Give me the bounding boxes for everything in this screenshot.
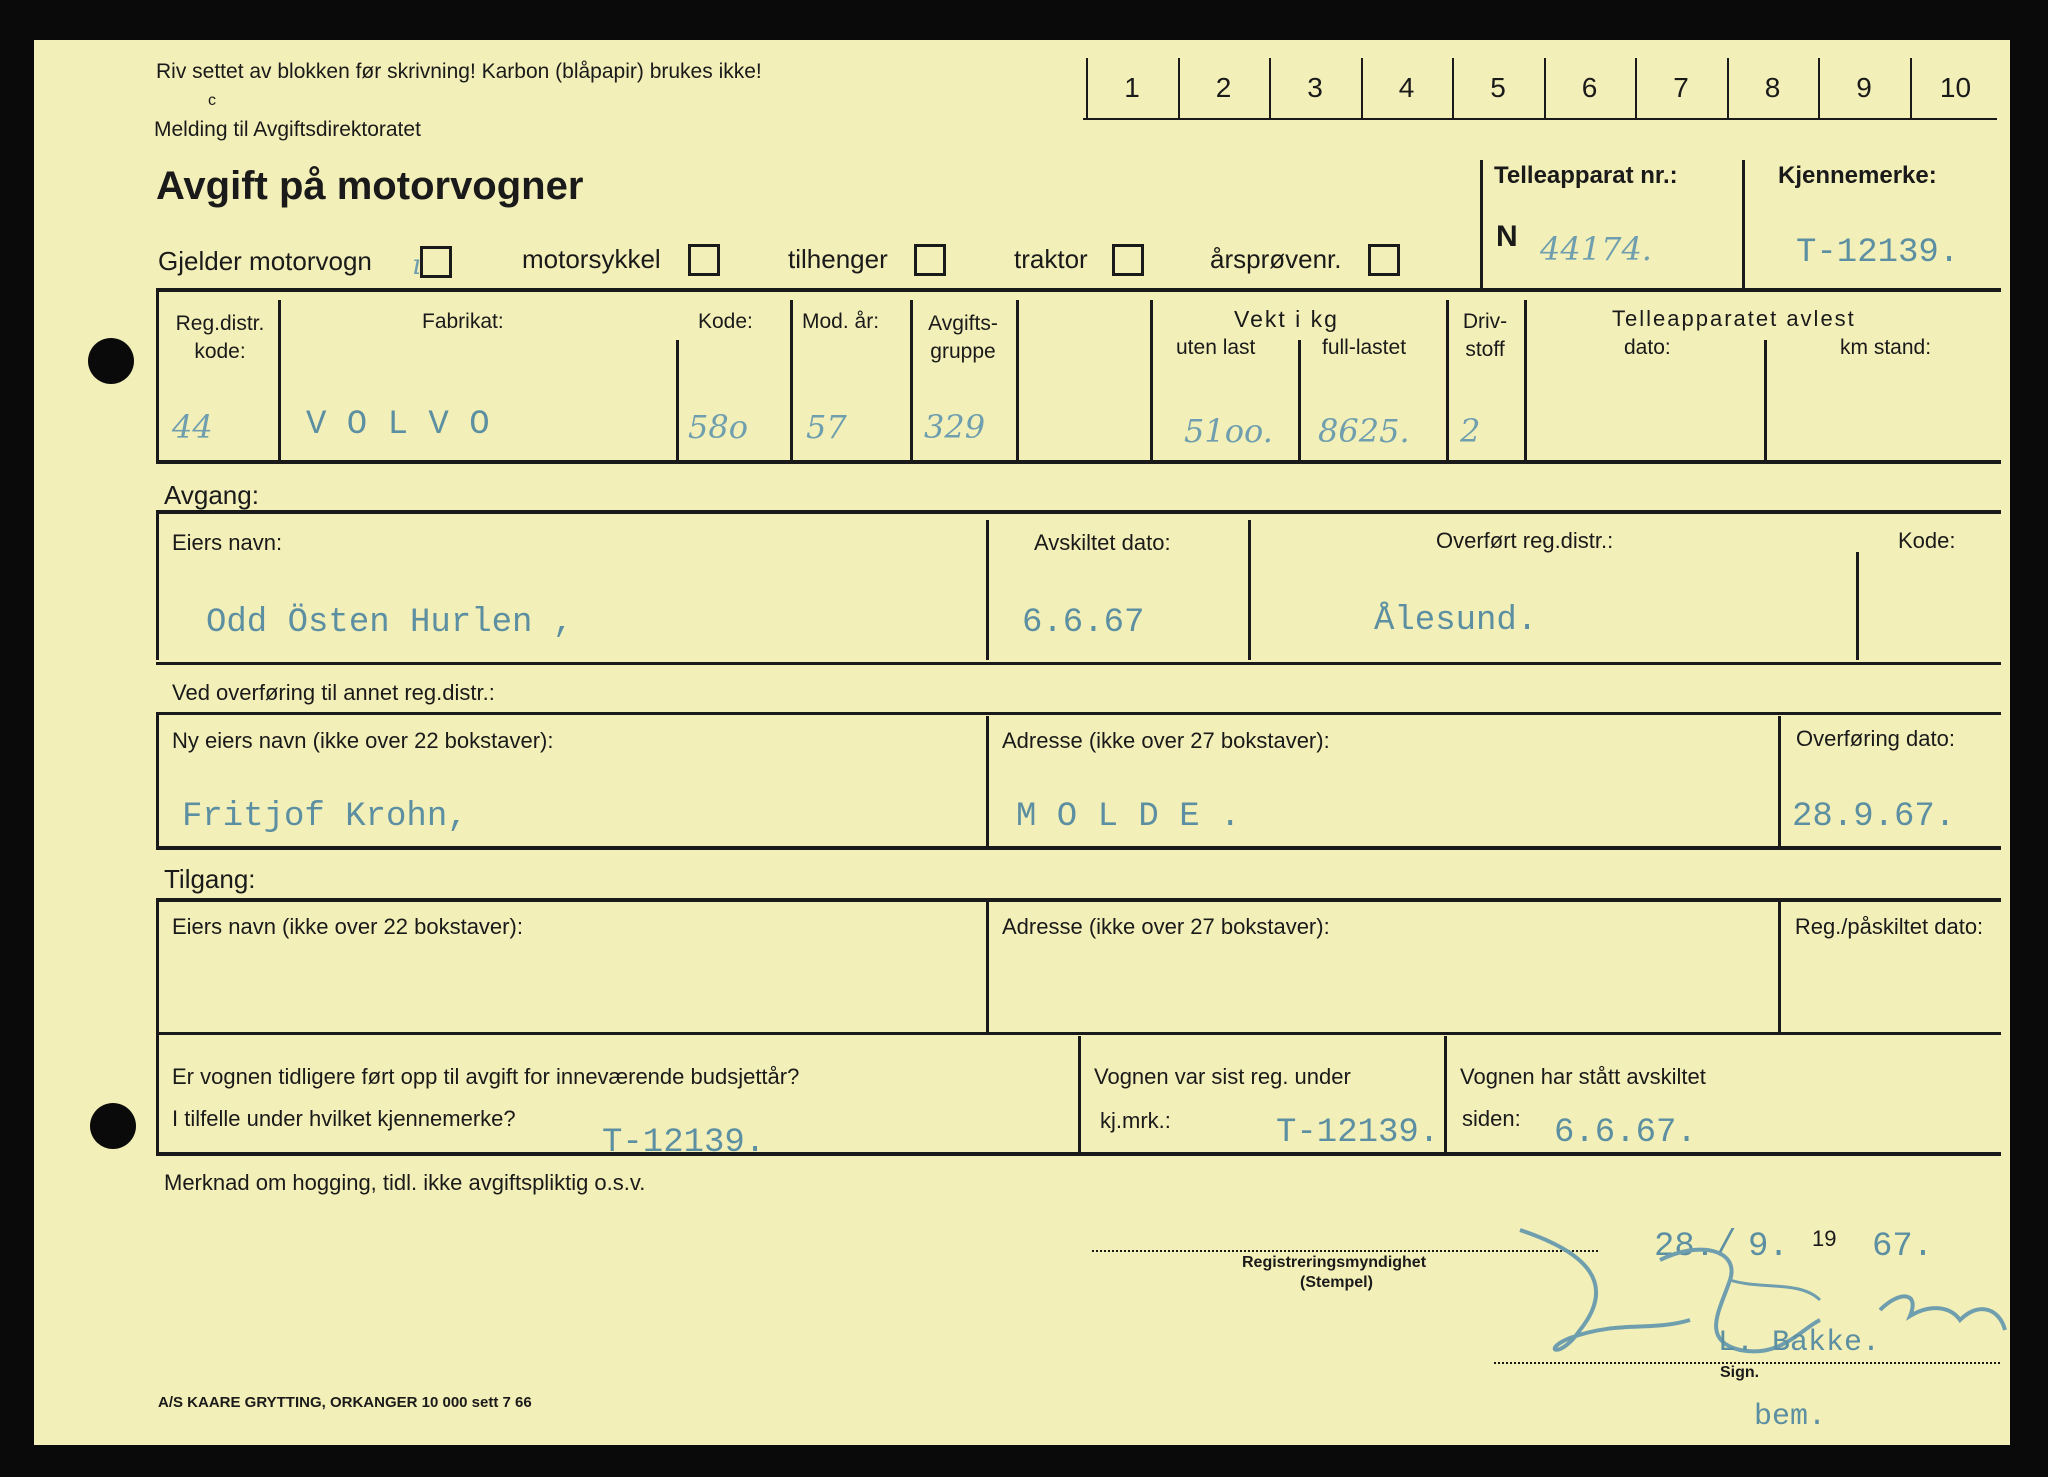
group-value: 329 — [924, 408, 986, 446]
meter-value: 44174. — [1540, 230, 1652, 268]
col-sep-weight — [1298, 340, 1301, 460]
col-sep-model — [910, 300, 913, 460]
tilgang-bottom — [156, 1032, 2001, 1035]
col-sep-make — [676, 340, 679, 460]
meter-prefix: N — [1496, 220, 1518, 253]
date-year: 67. — [1872, 1228, 1934, 1266]
checkbox-traktor[interactable] — [1112, 244, 1144, 276]
meter-box-left — [1480, 160, 1483, 288]
meter-read-label: Telleapparatet avlest — [1612, 306, 1856, 331]
checkbox-motorsykkel[interactable] — [688, 244, 720, 276]
transfer-date-label: Overføring dato: — [1796, 726, 1955, 751]
date-day: 28. — [1654, 1228, 1716, 1266]
transfer-bottom — [156, 846, 2001, 850]
plate-label: Kjennemerke: — [1778, 162, 1937, 189]
fuel-value: 2 — [1460, 412, 1481, 450]
transfer-left — [156, 712, 159, 848]
col-sep-regdistr — [278, 300, 281, 460]
meter-read-km-label: km stand: — [1840, 336, 1932, 359]
date-century: 19 — [1812, 1226, 1837, 1251]
checkbox-arsprovenr[interactable] — [1368, 244, 1400, 276]
make-value: V O L V O — [306, 406, 490, 444]
parked-label-2: siden: — [1462, 1106, 1521, 1131]
transfer-date-value: 28.9.67. — [1792, 798, 1956, 836]
number-strip-line — [1083, 118, 1997, 120]
copy-number-7: 7 — [1673, 72, 1689, 103]
group-label: Avgifts- gruppe — [928, 312, 998, 363]
weight-label: Vekt i kg — [1234, 306, 1339, 332]
tilgang-address-label: Adresse (ikke over 27 bokstaver): — [1002, 914, 1330, 939]
punch-hole-bottom — [90, 1103, 136, 1149]
transfer-sep-address — [1778, 716, 1781, 848]
new-address-value: M O L D E . — [1016, 798, 1241, 836]
col-sep-code — [790, 300, 793, 460]
avgang-dereg-label: Avskiltet dato: — [1034, 530, 1171, 555]
avgang-owner-label: Eiers navn: — [172, 530, 283, 555]
form-title: Avgift på motorvogner — [156, 164, 584, 208]
empty-weight-label: uten last — [1176, 336, 1256, 359]
checkbox-motorvogn[interactable] — [420, 246, 452, 278]
vehicle-table-bottom — [156, 460, 2001, 464]
prior-question-1: Er vognen tidligere ført opp til avgift for inneværende budsjettår? — [172, 1064, 800, 1089]
col-sep-blank — [1150, 300, 1153, 460]
col-sep-group — [1016, 300, 1019, 460]
col-sep-meter-read — [1764, 340, 1767, 460]
date-separator: / — [1716, 1226, 1737, 1264]
note-value: bem. — [1754, 1400, 1827, 1434]
empty-weight-value: 51oo. — [1184, 412, 1273, 450]
new-owner-label: Ny eiers navn (ikke over 22 bokstaver): — [172, 728, 554, 753]
meter-box-divider — [1742, 160, 1745, 288]
avgang-sep-dereg — [1248, 520, 1251, 660]
checkbox-tilhenger[interactable] — [914, 244, 946, 276]
tilgang-owner-label: Eiers navn (ikke over 22 bokstaver): — [172, 914, 523, 939]
printer-imprint: A/S KAARE GRYTTING, ORKANGER 10 000 sett 7 66 — [158, 1394, 532, 1411]
vehicle-table-top — [156, 288, 2001, 292]
punch-hole-top — [88, 338, 134, 384]
avgang-code-label: Kode: — [1898, 528, 1956, 553]
avgang-transfer-value: Ålesund. — [1374, 602, 1538, 640]
regdistr-label: Reg.distr. kode: — [175, 312, 265, 363]
code-value: 58o — [688, 408, 748, 446]
plate-value: T-12139. — [1796, 234, 1960, 272]
applies-option-motorsykkel: motorsykkel — [522, 244, 661, 274]
last-reg-value: T-12139. — [1276, 1114, 1440, 1152]
col-sep-fuel — [1524, 300, 1527, 460]
avgang-section-label: Avgang: — [164, 480, 259, 510]
copy-number-8: 8 — [1764, 72, 1781, 103]
avgang-sep-transfer — [1856, 552, 1859, 660]
full-weight-value: 8625. — [1318, 412, 1410, 450]
applies-label: Gjelder motorvogn — [158, 246, 372, 276]
tilgang-sep-address — [1778, 902, 1781, 1032]
copy-number-3: 3 — [1307, 72, 1323, 103]
tilgang-sep-owner — [986, 902, 989, 1032]
instruction-text: Riv settet av blokken før skrivning! Karbon (blåpapir) brukes ikke! — [156, 60, 762, 83]
last-reg-label-2: kj.mrk.: — [1100, 1108, 1171, 1133]
prior-sep-lastreg — [1444, 1036, 1447, 1154]
prior-question-2: I tilfelle under hvilket kjennemerke? — [172, 1106, 516, 1131]
col-sep-full — [1446, 300, 1449, 460]
vehicle-table-left — [156, 288, 159, 464]
regdistr-value: 44 — [172, 408, 213, 446]
applies-option-tilhenger: tilhenger — [788, 244, 888, 274]
small-mark: c — [208, 92, 216, 109]
tilgang-section-label: Tilgang: — [164, 864, 256, 894]
authority-label: Registreringsmyndighet — [1242, 1254, 1427, 1271]
model-value: 57 — [806, 408, 847, 446]
avgang-transfer-label: Overført reg.distr.: — [1436, 528, 1614, 553]
tilgang-left — [156, 898, 159, 1156]
last-reg-label-1: Vognen var sist reg. under — [1094, 1064, 1351, 1089]
avgang-dereg-value: 6.6.67 — [1022, 604, 1145, 642]
meter-read-date-label: dato: — [1624, 336, 1671, 359]
copy-number-1: 1 — [1124, 72, 1140, 103]
remark-label: Merknad om hogging, tidl. ikke avgiftspliktig o.s.v. — [164, 1170, 646, 1195]
parked-value: 6.6.67. — [1554, 1114, 1697, 1152]
sign-label: Sign. — [1720, 1364, 1760, 1381]
tilgang-reg-label: Reg./påskiltet dato: — [1794, 914, 1984, 939]
copy-number-4: 4 — [1398, 72, 1415, 103]
fuel-label: Driv- stoff — [1462, 310, 1508, 361]
prior-bottom — [156, 1152, 2001, 1156]
prior-answer: T-12139. — [602, 1124, 766, 1162]
date-month: 9. — [1748, 1228, 1789, 1266]
copy-number-10: 10 — [1939, 72, 1972, 103]
stamp-label: (Stempel) — [1300, 1274, 1373, 1291]
avgang-sep-owner — [986, 520, 989, 660]
avgang-top — [156, 510, 2001, 514]
checkbox-mark: ı — [412, 248, 421, 281]
applies-option-traktor: traktor — [1014, 244, 1088, 274]
code-label: Kode: — [698, 310, 753, 333]
model-label: Mod. år: — [802, 310, 880, 333]
full-weight-label: full-lastet — [1322, 336, 1407, 359]
applies-option-arsprovenr: årsprøvenr. — [1210, 244, 1342, 274]
transfer-section-label: Ved overføring til annet reg.distr.: — [172, 680, 495, 705]
avgang-left — [156, 510, 159, 660]
new-address-label: Adresse (ikke over 27 bokstaver): — [1002, 728, 1330, 753]
meter-label: Telleapparat nr.: — [1494, 162, 1678, 189]
copy-number-2: 2 — [1215, 72, 1232, 103]
make-label: Fabrikat: — [422, 310, 504, 333]
recipient-text: Melding til Avgiftsdirektoratet — [154, 118, 421, 141]
avgang-bottom — [156, 662, 2001, 665]
copy-number-5: 5 — [1490, 72, 1506, 103]
new-owner-value: Fritjof Krohn, — [182, 798, 468, 836]
transfer-top — [156, 712, 2001, 715]
tilgang-top — [156, 898, 2001, 902]
transfer-sep-owner — [986, 716, 989, 848]
copy-number-9: 9 — [1856, 72, 1872, 103]
avgang-owner-value: Odd Östen Hurlen , — [206, 604, 574, 642]
parked-label-1: Vognen har stått avskiltet — [1460, 1064, 1706, 1089]
prior-sep-question — [1078, 1036, 1081, 1154]
signer-name: L. Bakke. — [1718, 1326, 1881, 1360]
copy-number-6: 6 — [1581, 72, 1598, 103]
